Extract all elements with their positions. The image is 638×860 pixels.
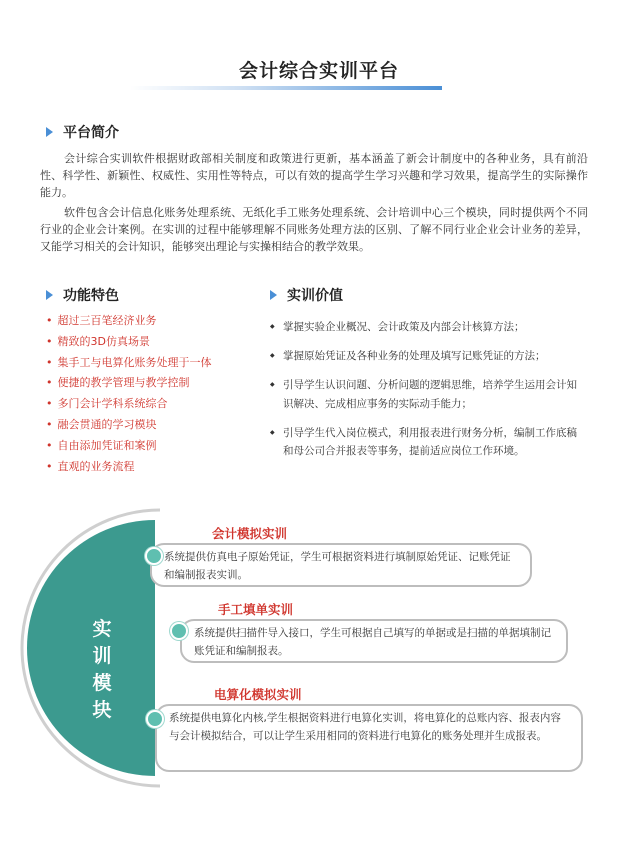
module-box-manual-fill [180, 619, 568, 663]
feature-item: • 多门会计学科系统综合 [46, 394, 212, 415]
module-label-char: 块 [92, 699, 112, 721]
module-title-computerized-sim: 电算化模拟实训 [214, 687, 302, 702]
module-arc-fill [27, 520, 155, 776]
page-title: 会计综合实训平台 [238, 60, 399, 82]
feature-item: • 集手工与电算化账务处理于一体 [46, 353, 212, 374]
values-heading-text: 实训价值 [287, 288, 343, 304]
intro-paragraph-2: 软件包含会计信息化账务处理系统、无纸化手工账务处理系统、会计培训中心三个模块，同时提供两个不同行业的企业会计案例。在实训的过程中能够理解不同账务处理方法的区别、了解不同行业企业会计业务的差异，又能学习相关的会计知识，能够突出理论与实操相结合的教学效果。 [40, 206, 588, 253]
module-title-manual-fill: 手工填单实训 [218, 602, 294, 617]
module-dot-icon [146, 710, 164, 728]
feature-item: • 直观的业务流程 [46, 457, 212, 478]
value-item: ◆ 引导学生认识问题、分析问题的逻辑思维，培养学生运用会计知识解决、完成相应事务的实际动手能力； [270, 376, 580, 413]
value-item: ◆ 掌握实验企业概况、会计政策及内部会计核算方法； [270, 318, 580, 337]
feature-item: • 超过三百笔经济业务 [46, 311, 212, 332]
value-item: ◆ 掌握原始凭证及各种业务的处理及填写记账凭证的方法； [270, 347, 580, 366]
module-label-char: 模 [92, 672, 112, 694]
features-heading-text: 功能特色 [63, 288, 119, 304]
value-item: ◆ 引导学生代入岗位模式，利用报表进行财务分析，编制工作底稿和母公司合并报表等事务，提前适应岗位工作环境。 [270, 424, 580, 461]
module-title-accounting-sim: 会计模拟实训 [212, 526, 288, 541]
feature-item: • 融会贯通的学习模块 [46, 415, 212, 436]
intro-paragraph-1: 会计综合实训软件根据财政部相关制度和政策进行更新，基本涵盖了新会计制度中的各种业务，具有前沿性、科学性、新颖性、权威性、实用性等特点，可以有效的提高学生学习兴趣和学习效果，提高学生的实际操作能力。 [40, 152, 588, 199]
module-label-char: 训 [92, 645, 112, 667]
module-dot-icon [145, 547, 163, 565]
feature-item: • 精致的3D仿真场景 [46, 332, 212, 353]
module-desc: 系统提供电算化内核,学生根据资料进行电算化实训，将电算化的总账内容、报表内容与会计模拟结合，可以让学生采用相同的资料进行电算化的账务处理并生成报表。 [169, 712, 561, 742]
module-box-computerized-sim [155, 704, 583, 772]
module-box-accounting-sim [150, 543, 532, 587]
feature-item: • 自由添加凭证和案例 [46, 436, 212, 457]
module-desc: 系统提供扫描件导入接口，学生可根据自己填写的单据或是扫描的单据填制记账凭证和编制报表。 [194, 627, 551, 657]
module-label [92, 616, 112, 724]
module-dot-icon [170, 622, 188, 640]
module-desc: 系统提供仿真电子原始凭证，学生可根据资料进行填制原始凭证、记账凭证和编制报表实训。 [164, 551, 511, 581]
feature-item: • 便捷的教学管理与教学控制 [46, 373, 212, 394]
module-label-char: 实 [92, 618, 112, 640]
intro-heading-text: 平台简介 [63, 125, 119, 141]
